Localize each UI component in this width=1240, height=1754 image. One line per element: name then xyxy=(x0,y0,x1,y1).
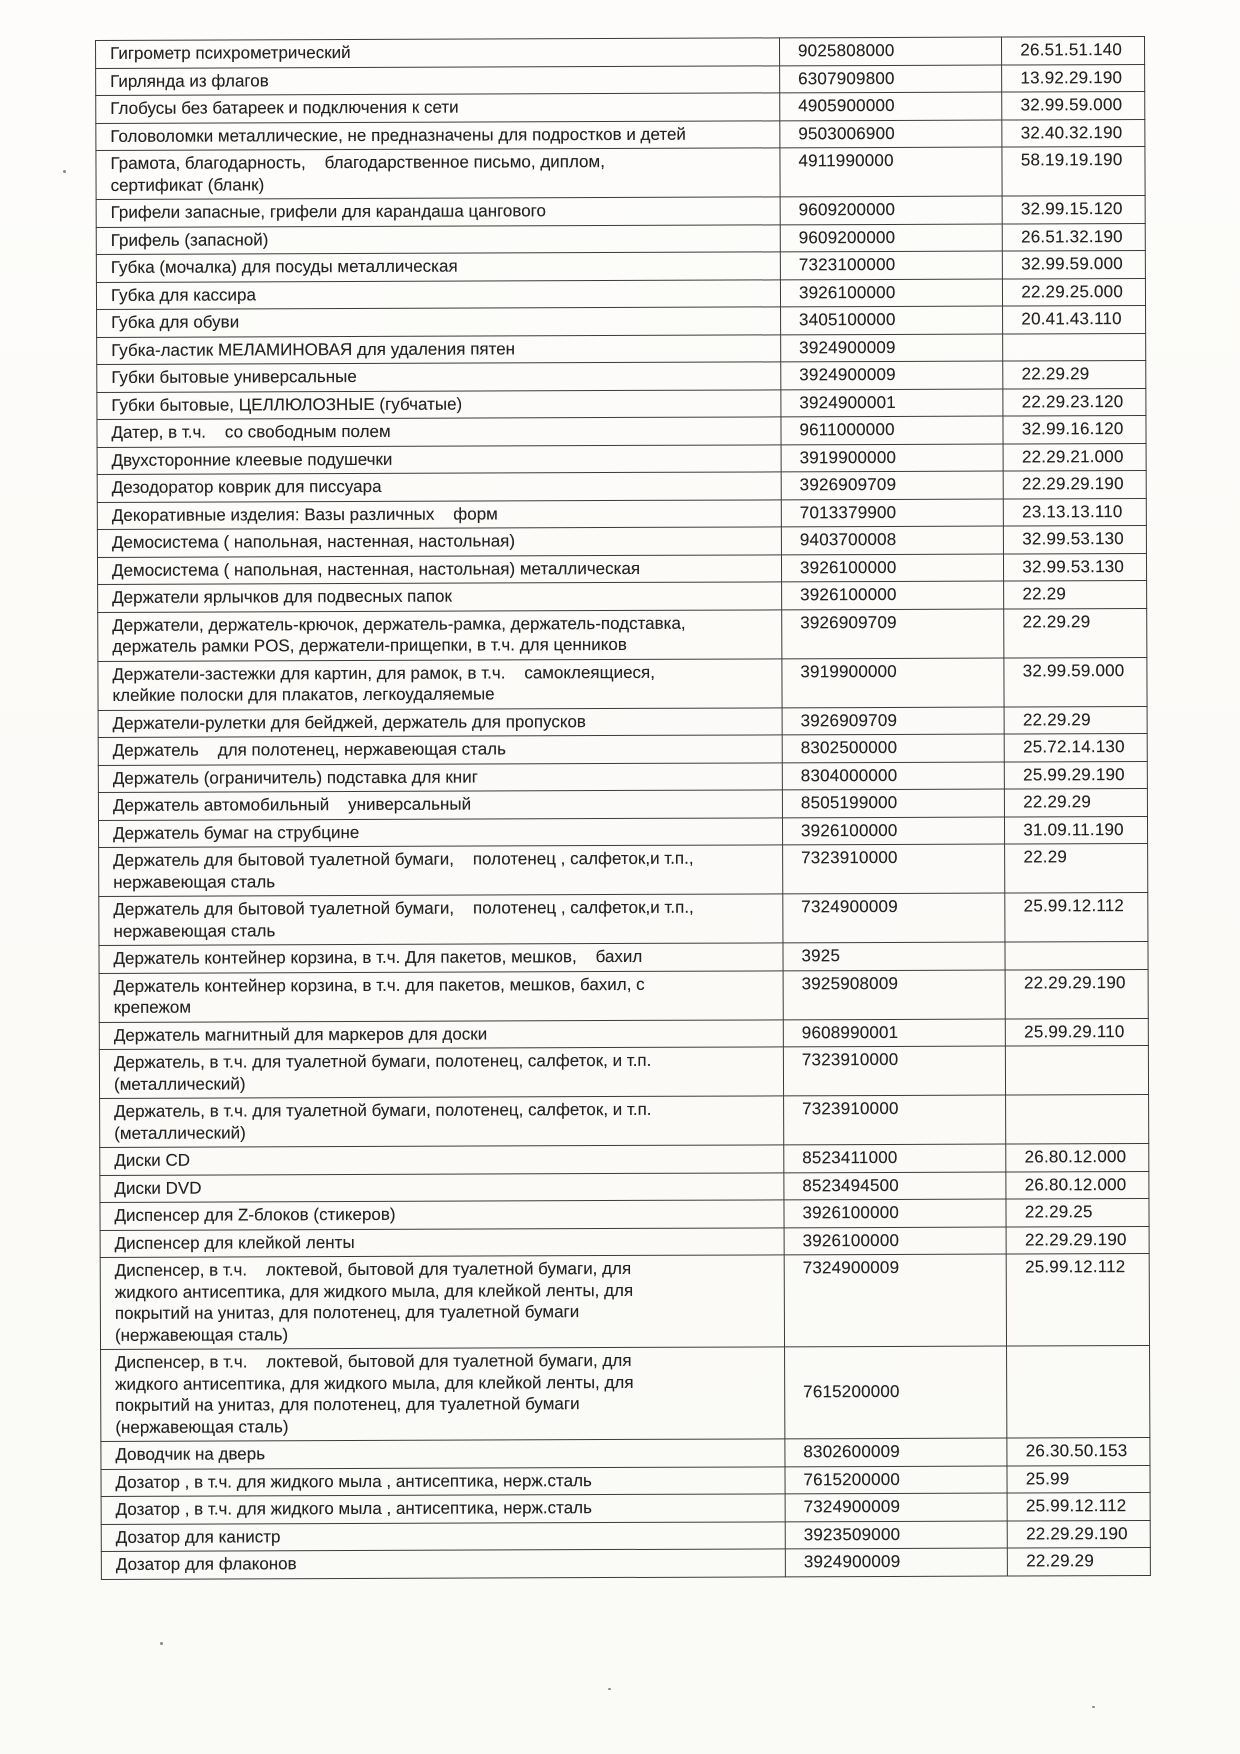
tnved-code-cell: 9609200000 xyxy=(780,224,1002,252)
product-name-cell: Дезодоратор коврик для писсуара xyxy=(97,472,781,502)
okpd-code-cell: 25.72.14.130 xyxy=(1004,733,1147,761)
product-name-cell: Губки бытовые, ЦЕЛЛЮЛОЗНЫЕ (губчатые) xyxy=(97,389,781,419)
product-name-cell: Держатель для полотенец, нержавеющая сталь xyxy=(98,735,782,765)
product-name-cell: Держатель, в т.ч. для туалетной бумаги, полотенец, салфеток, и т.п. (металлический) xyxy=(100,1096,784,1148)
tnved-code-cell: 4905900000 xyxy=(780,92,1002,120)
table-row xyxy=(97,305,1146,337)
product-name-cell: Доводчик на дверь xyxy=(101,1439,785,1469)
product-name-cell: Держатели, держатель-крючок, держатель-рамка, держатель-подставка, держатель рамки POS, держатели-прищепки, в т.ч. для ценников xyxy=(98,609,782,661)
table-row xyxy=(97,470,1146,502)
scan-speck xyxy=(608,1688,611,1690)
table-row xyxy=(98,788,1147,820)
scan-speck xyxy=(160,1642,163,1645)
tnved-code-cell: 3924900009 xyxy=(781,361,1003,389)
okpd-code-cell: 20.41.43.110 xyxy=(1003,305,1146,333)
product-name-cell: Держатель контейнер корзина, в т.ч. для пакетов, мешков, бахил, с крепежом xyxy=(99,970,783,1022)
tnved-code-cell: 8302600009 xyxy=(785,1438,1007,1466)
table-row xyxy=(99,1018,1148,1050)
product-name-cell: Дозатор , в т.ч. для жидкого мыла , антисептика, нерж.сталь xyxy=(101,1494,785,1524)
tnved-code-cell: 3926909709 xyxy=(782,609,1005,659)
tnved-code-cell: 3924900009 xyxy=(785,1548,1007,1576)
table-row xyxy=(96,91,1145,123)
table-row xyxy=(97,525,1146,557)
product-name-cell: Держатели ярлычков для подвесных папок xyxy=(98,582,782,612)
tnved-code-cell: 3925 xyxy=(783,942,1005,970)
table-row xyxy=(100,1226,1149,1258)
tnved-code-cell: 7324900009 xyxy=(784,1254,1007,1347)
tnved-code-cell: 9503006900 xyxy=(780,120,1002,148)
okpd-code-cell: 22.29.29 xyxy=(1004,706,1147,734)
okpd-code-cell: 26.30.50.153 xyxy=(1007,1437,1150,1465)
product-name-cell: Держатель (ограничитель) подставка для книг xyxy=(98,762,782,792)
tnved-code-cell: 3926100000 xyxy=(780,279,1002,307)
okpd-code-cell xyxy=(1005,941,1148,969)
table-row xyxy=(98,761,1147,793)
okpd-code-cell: 25.99.12.112 xyxy=(1006,1253,1149,1346)
table-row xyxy=(98,816,1147,848)
product-name-cell: Диспенсер, в т.ч. локтевой, бытовой для туалетной бумаги, для жидкого антисептика, для жидкого мыла, для клейкой ленты, для покрытий на унитаз, для полотенец, для туалетной бумаги (нержавеющая сталь) xyxy=(100,1255,784,1350)
table-row xyxy=(100,1143,1149,1175)
table-row xyxy=(97,415,1146,447)
tnved-code-cell: 6307909800 xyxy=(780,65,1002,93)
tnved-code-cell: 8302500000 xyxy=(782,734,1004,762)
product-code-table-wrap xyxy=(95,36,1151,1580)
tnved-code-cell: 3923509000 xyxy=(785,1521,1007,1549)
tnved-code-cell: 7323100000 xyxy=(780,251,1002,279)
tnved-code-cell: 3926100000 xyxy=(784,1199,1006,1227)
product-name-cell: Губка для кассира xyxy=(96,279,780,309)
product-name-cell: Держатель контейнер корзина, в т.ч. Для пакетов, мешков, бахил xyxy=(99,943,783,973)
tnved-code-cell: 7615200000 xyxy=(784,1346,1007,1439)
okpd-code-cell: 22.29 xyxy=(1005,843,1148,893)
product-name-cell: Держатели-застежки для картин, для рамок, в т.ч. самоклеящиеся, клейкие полоски для плакатов, легкоудаляемые xyxy=(98,658,782,710)
table-body xyxy=(96,36,1151,1579)
product-name-cell: Держатель бумаг на струбцине xyxy=(98,817,782,847)
tnved-code-cell: 7013379900 xyxy=(781,499,1003,527)
product-name-cell: Диски CD xyxy=(100,1145,784,1175)
tnved-code-cell: 7324900009 xyxy=(785,1493,1007,1521)
tnved-code-cell: 7323910000 xyxy=(784,1095,1007,1145)
okpd-code-cell: 25.99.29.190 xyxy=(1005,761,1148,789)
product-name-cell: Грифели запасные, грифели для карандаша цангового xyxy=(96,197,780,227)
product-name-cell: Дозатор для канистр xyxy=(101,1521,785,1551)
okpd-code-cell: 22.29.29 xyxy=(1003,360,1146,388)
scan-speck xyxy=(1092,1706,1095,1708)
okpd-code-cell xyxy=(1007,1345,1150,1438)
okpd-code-cell: 25.99.29.110 xyxy=(1006,1018,1149,1046)
okpd-code-cell: 25.99.12.112 xyxy=(1005,892,1148,942)
product-name-cell: Демосистема ( напольная, настенная, настольная) металлическая xyxy=(97,554,781,584)
okpd-code-cell: 32.40.32.190 xyxy=(1002,119,1145,147)
table-row xyxy=(101,1437,1150,1469)
table-row xyxy=(97,360,1146,392)
tnved-code-cell: 3926909709 xyxy=(781,471,1003,499)
okpd-code-cell: 22.29.29.190 xyxy=(1003,470,1146,498)
product-name-cell: Гигрометр психрометрический xyxy=(96,38,780,68)
okpd-code-cell: 22.29.25 xyxy=(1006,1198,1149,1226)
product-name-cell: Двухсторонние клеевые подушечки xyxy=(97,444,781,474)
table-row xyxy=(101,1520,1150,1552)
tnved-code-cell: 9025808000 xyxy=(779,37,1001,65)
okpd-code-cell: 22.29.25.000 xyxy=(1003,278,1146,306)
table-row xyxy=(96,278,1145,310)
tnved-code-cell: 8523494500 xyxy=(784,1172,1006,1200)
okpd-code-cell: 22.29.29.190 xyxy=(1008,1520,1151,1548)
okpd-code-cell: 32.99.59.000 xyxy=(1004,657,1147,707)
product-name-cell: Держатель автомобильный универсальный xyxy=(98,790,782,820)
tnved-code-cell: 3919900000 xyxy=(782,658,1005,708)
table-row xyxy=(99,1045,1148,1098)
product-name-cell: Губки бытовые универсальные xyxy=(97,362,781,392)
okpd-code-cell: 32.99.15.120 xyxy=(1002,195,1145,223)
tnved-code-cell: 8523411000 xyxy=(784,1144,1006,1172)
table-row xyxy=(99,843,1148,896)
okpd-code-cell: 31.09.11.190 xyxy=(1005,816,1148,844)
table-row xyxy=(97,388,1146,420)
okpd-code-cell xyxy=(1006,1045,1149,1095)
okpd-code-cell: 22.29.29 xyxy=(1005,788,1148,816)
table-row xyxy=(100,1198,1149,1230)
tnved-code-cell: 3925908009 xyxy=(783,970,1006,1020)
tnved-code-cell: 3926909709 xyxy=(782,707,1004,735)
okpd-code-cell: 22.29.29.190 xyxy=(1005,969,1148,1019)
okpd-code-cell: 25.99.12.112 xyxy=(1007,1492,1150,1520)
product-name-cell: Губка-ластик МЕЛАМИНОВАЯ для удаления пятен xyxy=(97,334,781,364)
okpd-code-cell: 25.99 xyxy=(1007,1465,1150,1493)
tnved-code-cell: 9611000000 xyxy=(781,416,1003,444)
table-row xyxy=(99,892,1148,945)
product-name-cell: Дозатор для флаконов xyxy=(101,1549,785,1579)
okpd-code-cell: 22.29.29 xyxy=(1004,608,1147,658)
table-row xyxy=(98,733,1147,765)
product-name-cell: Грифель (запасной) xyxy=(96,224,780,254)
okpd-code-cell: 32.99.59.000 xyxy=(1002,91,1145,119)
okpd-code-cell: 22.29.29 xyxy=(1008,1547,1151,1575)
okpd-code-cell: 23.13.13.110 xyxy=(1004,498,1147,526)
product-name-cell: Грамота, благодарность, благодарственное письмо, диплом, сертификат (бланк) xyxy=(96,148,780,200)
scan-speck xyxy=(63,170,66,173)
product-name-cell: Глобусы без батареек и подключения к сети xyxy=(96,93,780,123)
product-name-cell: Гирлянда из флагов xyxy=(96,65,780,95)
table-row xyxy=(96,223,1145,255)
okpd-code-cell: 22.29.21.000 xyxy=(1003,443,1146,471)
okpd-code-cell: 58.19.19.190 xyxy=(1002,146,1145,196)
table-row xyxy=(96,119,1145,151)
tnved-code-cell: 3924900009 xyxy=(781,334,1003,362)
table-row xyxy=(97,498,1146,530)
product-name-cell: Демосистема ( напольная, настенная, настольная) xyxy=(97,527,781,557)
product-name-cell: Диспенсер, в т.ч. локтевой, бытовой для туалетной бумаги, для жидкого антисептика, для жидкого мыла, для клейкой ленты, для покрытий на унитаз, для полотенец, для туалетной бумаги (нержавеющая сталь) xyxy=(101,1347,785,1442)
product-name-cell: Дозатор , в т.ч. для жидкого мыла , антисептика, нерж.сталь xyxy=(101,1466,785,1496)
tnved-code-cell: 3919900000 xyxy=(781,444,1003,472)
table-row xyxy=(101,1492,1150,1524)
okpd-code-cell: 26.80.12.000 xyxy=(1006,1171,1149,1199)
okpd-code-cell: 26.51.51.140 xyxy=(1002,36,1145,64)
table-row xyxy=(97,443,1146,475)
table-row xyxy=(98,580,1147,612)
okpd-code-cell: 22.29 xyxy=(1004,580,1147,608)
table-row xyxy=(99,941,1148,973)
okpd-code-cell: 22.29.29.190 xyxy=(1006,1226,1149,1254)
table-row xyxy=(96,36,1145,68)
tnved-code-cell: 3405100000 xyxy=(780,306,1002,334)
table-row xyxy=(101,1345,1150,1441)
product-name-cell: Диски DVD xyxy=(100,1172,784,1202)
tnved-code-cell: 8505199000 xyxy=(782,789,1004,817)
tnved-code-cell: 3924900001 xyxy=(781,389,1003,417)
tnved-code-cell: 4911990000 xyxy=(780,147,1003,197)
tnved-code-cell: 9403700008 xyxy=(781,526,1003,554)
table-row xyxy=(100,1253,1149,1349)
tnved-code-cell: 3926100000 xyxy=(782,817,1004,845)
product-name-cell: Диспенсер для клейкой ленты xyxy=(100,1227,784,1257)
product-name-cell: Держатель для бытовой туалетной бумаги, полотенец , салфеток,и т.п., нержавеющая сталь xyxy=(99,845,783,897)
table-row xyxy=(99,969,1148,1022)
table-row xyxy=(97,553,1146,585)
table-row xyxy=(97,333,1146,365)
table-row xyxy=(96,250,1145,282)
okpd-code-cell: 32.99.16.120 xyxy=(1003,415,1146,443)
table-row xyxy=(98,706,1147,738)
tnved-code-cell: 3926100000 xyxy=(781,554,1003,582)
tnved-code-cell: 3926100000 xyxy=(784,1227,1006,1255)
tnved-code-cell: 8304000000 xyxy=(782,762,1004,790)
okpd-code-cell: 32.99.53.130 xyxy=(1004,553,1147,581)
product-name-cell: Датер, в т.ч. со свободным полем xyxy=(97,417,781,447)
product-name-cell: Губка (мочалка) для посуды металлическая xyxy=(96,252,780,282)
table-row xyxy=(98,608,1147,661)
table-row xyxy=(101,1547,1150,1579)
tnved-code-cell: 3926100000 xyxy=(782,581,1004,609)
okpd-code-cell: 32.99.53.130 xyxy=(1004,525,1147,553)
product-name-cell: Держатель магнитный для маркеров для доски xyxy=(99,1019,783,1049)
okpd-code-cell: 26.80.12.000 xyxy=(1006,1143,1149,1171)
product-name-cell: Держатель, в т.ч. для туалетной бумаги, полотенец, салфеток, и т.п. (металлический) xyxy=(99,1047,783,1099)
product-name-cell: Головоломки металлические, не предназначены для подростков и детей xyxy=(96,120,780,150)
product-name-cell: Держатели-рулетки для бейджей, держатель для пропусков xyxy=(98,707,782,737)
product-name-cell: Диспенсер для Z-блоков (стикеров) xyxy=(100,1200,784,1230)
table-row xyxy=(96,146,1145,199)
okpd-code-cell: 32.99.59.000 xyxy=(1003,250,1146,278)
table-row xyxy=(98,657,1147,710)
table-row xyxy=(101,1465,1150,1497)
tnved-code-cell: 9608990001 xyxy=(783,1019,1005,1047)
product-name-cell: Губка для обуви xyxy=(97,307,781,337)
product-name-cell: Держатель для бытовой туалетной бумаги, полотенец , салфеток,и т.п., нержавеющая сталь xyxy=(99,894,783,946)
tnved-code-cell: 7323910000 xyxy=(783,844,1006,894)
tnved-code-cell: 7323910000 xyxy=(783,1046,1006,1096)
table-row xyxy=(96,195,1145,227)
product-code-table xyxy=(95,36,1151,1580)
table-row xyxy=(100,1094,1149,1147)
okpd-code-cell xyxy=(1003,333,1146,361)
tnved-code-cell: 7324900009 xyxy=(783,893,1006,943)
okpd-code-cell: 22.29.23.120 xyxy=(1003,388,1146,416)
okpd-code-cell: 13.92.29.190 xyxy=(1002,64,1145,92)
product-name-cell: Декоративные изделия: Вазы различных форм xyxy=(97,499,781,529)
table-row xyxy=(100,1171,1149,1203)
tnved-code-cell: 9609200000 xyxy=(780,196,1002,224)
okpd-code-cell xyxy=(1006,1094,1149,1144)
table-row xyxy=(96,64,1145,96)
okpd-code-cell: 26.51.32.190 xyxy=(1003,223,1146,251)
tnved-code-cell: 7615200000 xyxy=(785,1466,1007,1494)
